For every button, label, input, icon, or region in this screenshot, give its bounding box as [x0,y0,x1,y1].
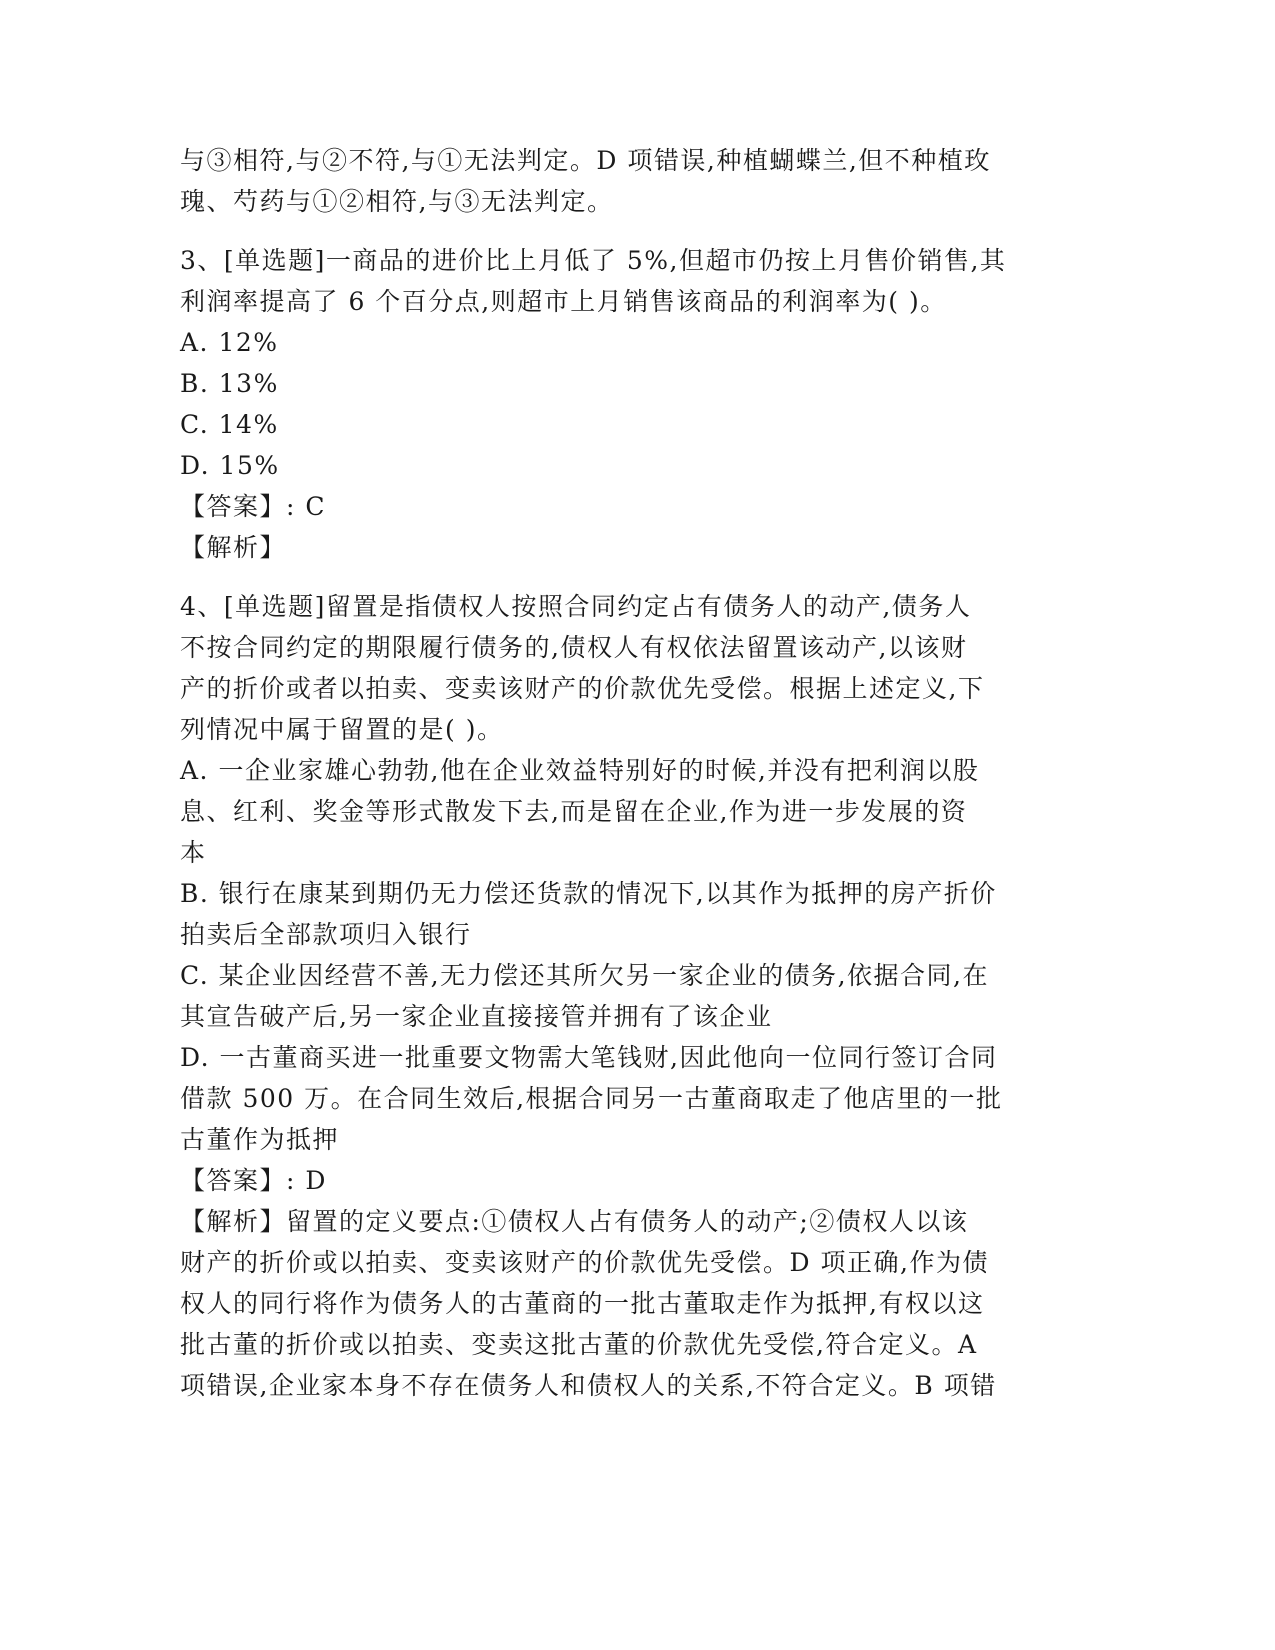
text-line: 产的折价或者以拍卖、变卖该财产的价款优先受偿。根据上述定义,下 [180,674,985,703]
option-b [180,873,1085,955]
text-line: 不按合同约定的期限履行债务的,债权人有权依法留置该动产,以该财 [180,633,968,662]
option-text: A. 12% [180,328,279,357]
option-text: D. 15% [180,451,280,480]
analysis-text: 【解析】 [180,533,287,562]
text-line: 与③相符,与②不符,与①无法判定。D 项错误,种植蝴蝶兰,但不种植玫 [180,146,991,175]
question-4 [180,586,1085,1406]
option-text: 古董作为抵押 [180,1125,340,1154]
text-line: 利润率提高了 6 个百分点,则超市上月销售该商品的利润率为( )。 [180,287,947,316]
option-text: 本 [180,838,207,867]
previous-question-analysis-continuation [180,140,1085,222]
answer [180,486,1085,527]
paragraph-gap [180,222,1085,240]
option-c [180,955,1085,1037]
option-text: B. 银行在康某到期仍无力偿还货款的情况下,以其作为抵押的房产折价 [180,879,997,908]
text-line: 4、[单选题]留置是指债权人按照合同约定占有债务人的动产,债务人 [180,592,972,621]
answer-text: 【答案】: C [180,492,326,521]
question-stem [180,586,1085,750]
question-3 [180,240,1085,568]
option-text: D. 一古董商买进一批重要文物需大笔钱财,因此他向一位同行签订合同 [180,1043,998,1072]
document-page [180,140,1085,1406]
option-text: 息、红利、奖金等形式散发下去,而是留在企业,作为进一步发展的资 [180,797,968,826]
option-a [180,750,1085,873]
analysis-text: 项错误,企业家本身不存在债务人和债权人的关系,不符合定义。B 项错 [180,1371,997,1400]
analysis-text: 财产的折价或以拍卖、变卖该财产的价款优先受偿。D 项正确,作为债 [180,1248,989,1277]
answer [180,1160,1085,1201]
option-text: 借款 500 万。在合同生效后,根据合同另一古董商取走了他店里的一批 [180,1084,1003,1113]
option-text: A. 一企业家雄心勃勃,他在企业效益特别好的时候,并没有把利润以股 [180,756,980,785]
option-text: B. 13% [180,369,279,398]
question-stem [180,240,1085,322]
text-line: 瑰、芍药与①②相符,与③无法判定。 [180,187,614,216]
answer-text: 【答案】: D [180,1166,327,1195]
option-text: 其宣告破产后,另一家企业直接接管并拥有了该企业 [180,1002,773,1031]
text-line: 3、[单选题]一商品的进价比上月低了 5%,但超市仍按上月售价销售,其 [180,246,1007,275]
paragraph-gap [180,568,1085,586]
analysis-text: 【解析】留置的定义要点:①债权人占有债务人的动产;②债权人以该 [180,1207,969,1236]
option-c [180,404,1085,445]
option-text: C. 14% [180,410,279,439]
analysis [180,527,1085,568]
option-d [180,445,1085,486]
option-d [180,1037,1085,1160]
option-a [180,322,1085,363]
analysis-text: 批古董的折价或以拍卖、变卖这批古董的价款优先受偿,符合定义。A [180,1330,978,1359]
text-line: 列情况中属于留置的是( )。 [180,715,504,744]
option-text: C. 某企业因经营不善,无力偿还其所欠另一家企业的债务,依据合同,在 [180,961,989,990]
analysis [180,1201,1085,1406]
analysis-text: 权人的同行将作为债务人的古董商的一批古董取走作为抵押,有权以这 [180,1289,985,1318]
option-b [180,363,1085,404]
option-text: 拍卖后全部款项归入银行 [180,920,472,949]
